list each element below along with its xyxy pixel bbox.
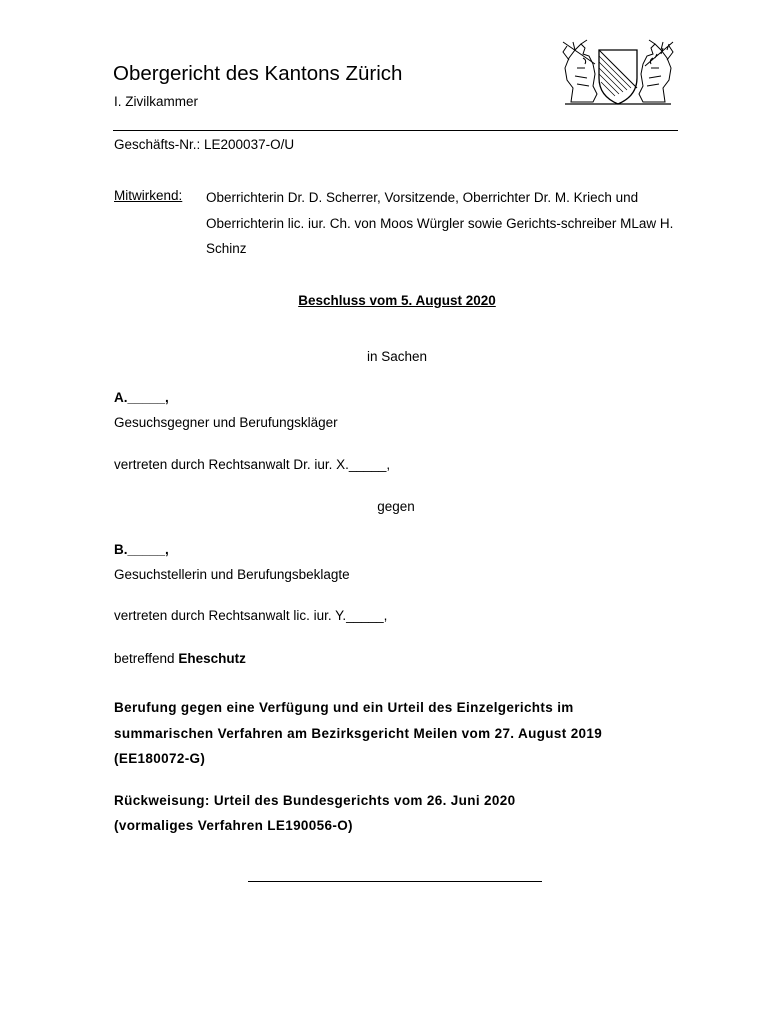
appeal-line-2: summarischen Verfahren am Bezirksgericht Meilen vom 27. August 2019 <box>114 726 603 741</box>
appeal-line-3: (EE180072-G) <box>114 751 206 766</box>
remand-line-2: (vormaliges Verfahren LE190056-O) <box>114 818 353 833</box>
header-divider <box>113 130 678 131</box>
court-name: Obergericht des Kantons Zürich <box>113 62 403 85</box>
subject-line <box>114 651 246 666</box>
decision-title: Beschluss vom 5. August 2020 <box>298 293 496 308</box>
closing-divider <box>248 881 542 882</box>
appeal-line-1: Berufung gegen eine Verfügung und ein Urteil des Einzelgerichts im <box>114 700 574 715</box>
chamber-name: I. Zivilkammer <box>114 94 198 109</box>
case-number: Geschäfts-Nr.: LE200037-O/U <box>114 137 295 152</box>
party-a-name: A._____, <box>114 390 169 405</box>
party-a-counsel: vertreten durch Rechtsanwalt Dr. iur. X._____, <box>114 457 391 472</box>
participants-label: Mitwirkend: <box>114 188 183 203</box>
party-a-role: Gesuchsgegner und Berufungskläger <box>114 415 338 430</box>
party-b-name: B._____, <box>114 542 169 557</box>
participants-text: Oberrichterin Dr. D. Scherrer, Vorsitzende, Oberrichter Dr. M. Kriech und Oberrichterin lic. iur. Ch. von Moos Würgler sowie Gerichts-schreiber MLaw H. Schinz <box>206 190 674 256</box>
subject-prefix: betreffend <box>114 651 175 666</box>
party-b-role: Gesuchstellerin und Berufungsbeklagte <box>114 567 350 582</box>
remand-line-1: Rückweisung: Urteil des Bundesgerichts vom 26. Juni 2020 <box>114 793 516 808</box>
versus: gegen <box>377 499 415 514</box>
subject-topic: Eheschutz <box>178 651 246 666</box>
zurich-coat-of-arms-icon <box>557 38 679 110</box>
party-b-counsel: vertreten durch Rechtsanwalt lic. iur. Y._____, <box>114 608 388 623</box>
in-matters: in Sachen <box>366 349 428 364</box>
